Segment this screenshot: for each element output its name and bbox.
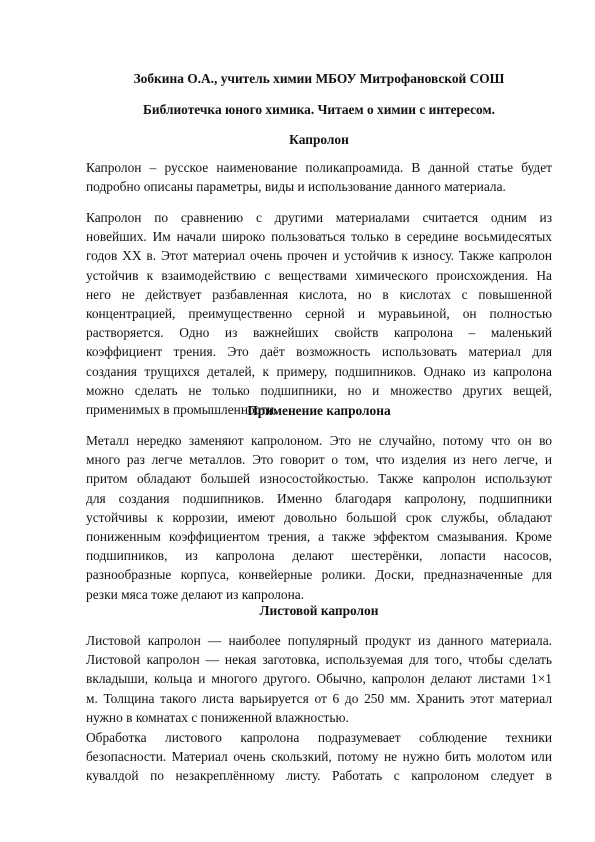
text-line: можно сделать не только подшипники, но и множество других вещей, [86, 382, 552, 398]
author-line: Зобкина О.А., учитель химии МБОУ Митрофановской СОШ [133, 71, 505, 86]
article-title: Капролон [289, 132, 349, 147]
sheet-paragraph [86, 631, 552, 727]
intro-paragraph [86, 158, 552, 196]
text-line: вкладыши, кольца и многого другого. Обычно, капролон делают листами 1×1 [86, 671, 552, 687]
text-line: пониженным коэффициентом трения, а также эффектом смазывания. Кроме [86, 529, 552, 545]
text-line: безопасности. Материал очень скользкий, потому не нужно бить молотом или [86, 749, 552, 765]
text-line: много раз легче металлов. Это говорит о том, что изделия из него легче, и [86, 452, 552, 468]
text-line: новейших. Им начали широко пользоваться только в середине восьмидесятых [86, 229, 552, 245]
section-heading-application: Применение капролона [247, 403, 391, 418]
text-line: разнообразные корпуса, конвейерные ролики. Доски, предназначенные для [86, 567, 552, 583]
text-line: м. Толщина такого листа варьируется от 6 до 250 мм. Хранить этот материал [86, 690, 552, 706]
text-line: устойчивы к коррозии, имеют довольно большой срок службы, обладают [86, 509, 552, 525]
text-line: Обработка листового капролона подразумевает соблюдение техники [86, 730, 552, 745]
text-line: резки мяса тоже делают из капролона. [86, 586, 305, 602]
application-paragraph [86, 431, 552, 604]
text-line: Листовой капролон — некая заготовка, используемая для того, чтобы сделать [86, 652, 552, 668]
text-line: устойчив к взаимодействию с веществами химического происхождения. На [86, 267, 552, 283]
text-line: годов XX в. Этот материал очень прочен и устойчив к износу. Также капролон [86, 248, 552, 264]
text-line: него не действует разбавленная кислота, но в кислотах с повышенной [86, 286, 552, 302]
text-line: подшипников, из капролона делают шестерёнки, лопасти насосов, [86, 548, 552, 564]
text-line: концентрацией, преимущественно серной и муравьиной, он полностью [86, 306, 552, 322]
text-line: Листовой капролон — наиболее популярный продукт из данного материала. [86, 633, 552, 648]
processing-paragraph [86, 728, 552, 786]
text-line: Металл нередко заменяют капролоном. Это не случайно, потому что он во [86, 433, 552, 448]
series-title: Библиотечка юного химика. Читаем о химии с интересом. [143, 102, 495, 117]
text-line: создания трущихся деталей, к примеру, подшипников. Однако из капролона [86, 363, 552, 379]
text-line: подробно описаны параметры, виды и использование данного материала. [86, 179, 506, 195]
text-line: кувалдой по незакреплённому листу. Работать с капролоном следует в [86, 768, 552, 784]
text-line: применимых в промышленности. [86, 402, 278, 418]
text-line: нужно в комнатах с пониженной влажностью. [86, 709, 349, 725]
text-line: растворяется. Одно из важнейших свойств капролона – маленький [86, 325, 552, 341]
text-line: коэффициент трения. Это даёт возможность использовать материал для [86, 344, 552, 360]
text-line: Капролон по сравнению с другими материалами считается одним из [86, 210, 552, 225]
text-line: Капролон – русское наименование поликапроамида. В данной статье будет [86, 160, 552, 175]
section-heading-sheet: Листовой капролон [259, 603, 379, 618]
text-line: для создания подшипников. Именно благодаря капролону, подшипники [86, 490, 552, 506]
properties-paragraph [86, 208, 552, 419]
text-line: притом обладают большей износостойкостью. Также капролон используют [86, 471, 552, 487]
